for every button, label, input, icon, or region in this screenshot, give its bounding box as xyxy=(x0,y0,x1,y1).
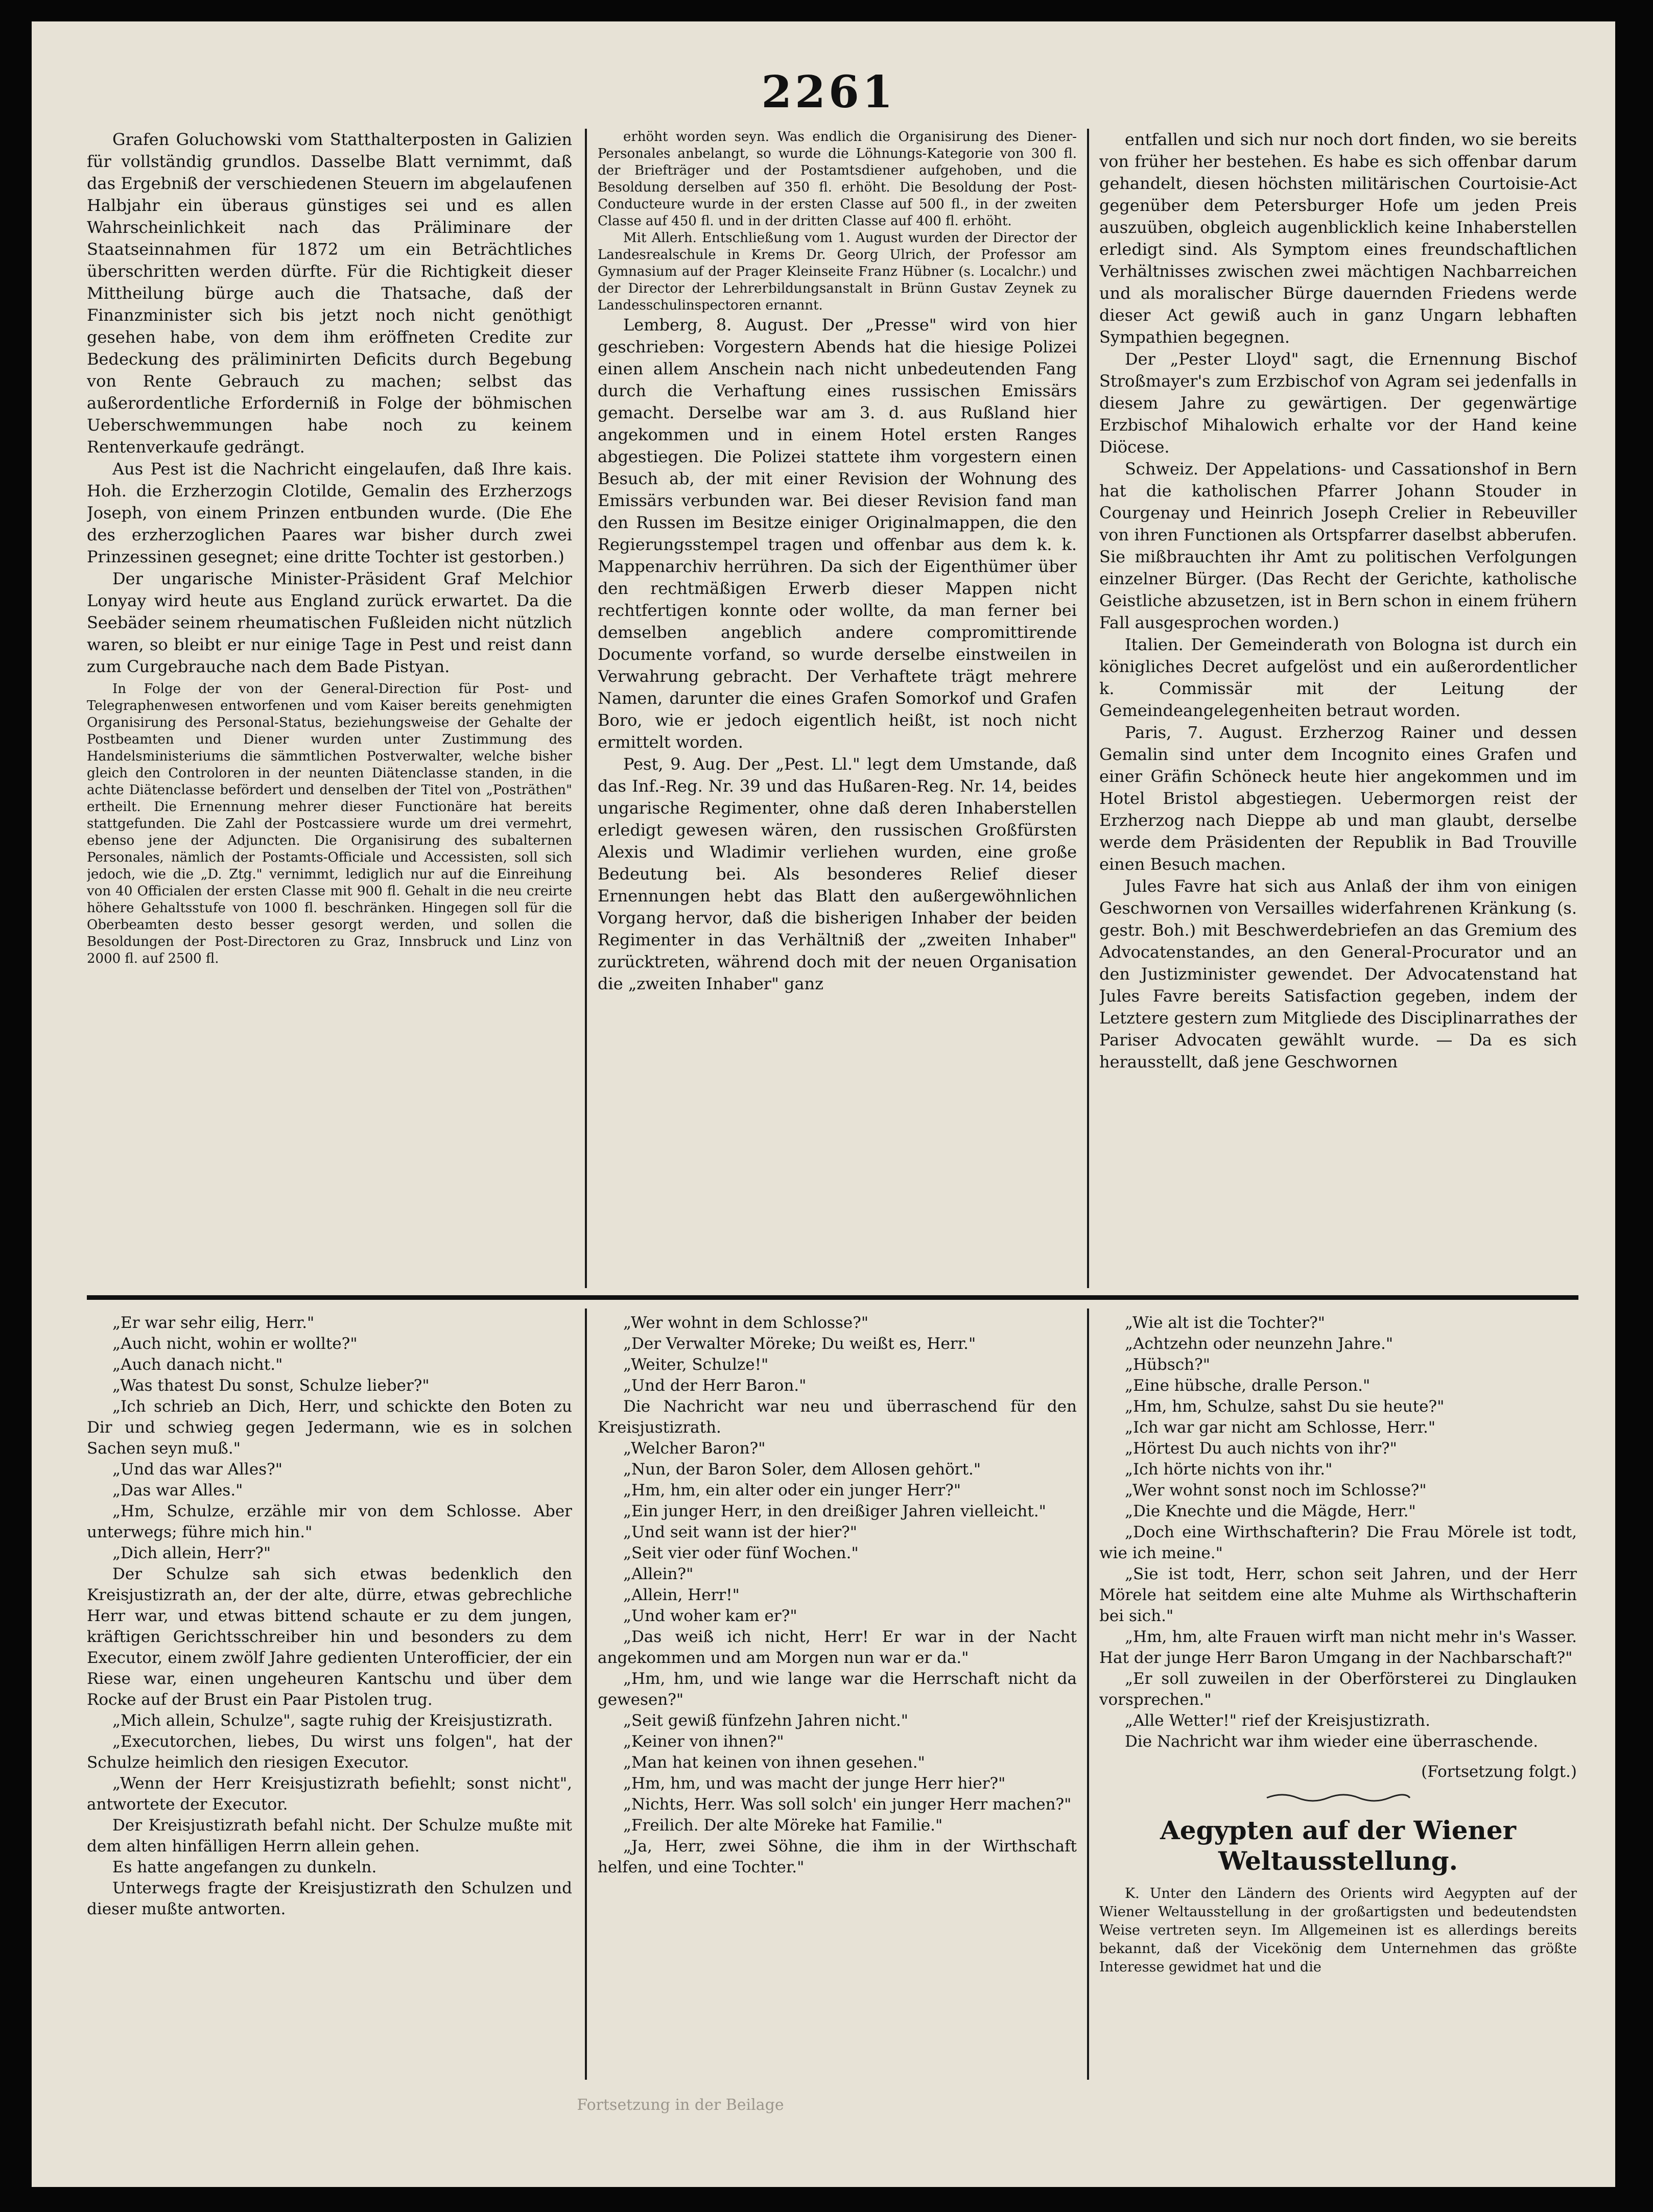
paragraph: entfallen und sich nur noch dort finden, wo sie bereits von früher her bestehen. Es habe es sich offenbar darum gehandelt, diesen höchsten militärischen Courtoisie-Act gegenüber dem Petersburger Hofe um jeden Preis auszuüben, obgleich augenblicklich keine Inhaberstellen erledigt sind. Als Symptom eines freundschaftlichen Verhältnisses zwischen zwei mächtigen Nachbarreichen und als moralischer Bürge dauernden Friedens werde dieser Act gewiß auch in ganz Ungarn lebhaften Sympathien begegnen. xyxy=(1099,130,1577,347)
paragraph: „Man hat keinen von ihnen gesehen." xyxy=(623,1753,925,1772)
paragraph: „Allein, Herr!" xyxy=(623,1586,740,1604)
paragraph: „Und der Herr Baron." xyxy=(623,1376,807,1395)
paragraph: „Seit vier oder fünf Wochen." xyxy=(623,1544,859,1562)
paragraph: „Nichts, Herr. Was soll solch' ein junger Herr machen?" xyxy=(623,1795,1072,1814)
paragraph: „Er war sehr eilig, Herr." xyxy=(112,1314,315,1332)
paragraph: „Auch danach nicht." xyxy=(112,1355,283,1374)
paragraph: „Weiter, Schulze!" xyxy=(623,1355,769,1374)
paragraph: Es hatte angefangen zu dunkeln. xyxy=(112,1858,377,1876)
bleed-through-text: Fortsetzung in der Beilage xyxy=(577,2096,784,2114)
paragraph: „Er soll zuweilen in der Oberförsterei zu Dinglauken vorsprechen." xyxy=(1099,1670,1577,1709)
paragraph: Grafen Goluchowski vom Statthalterposten in Galizien für vollständig grundlos. Dasselbe Blatt vernimmt, daß das Ergebniß der verschiedenen Steuern im abgelaufenen Halbjahr ein überaus günstiges sei und es allen Wahrscheinlichkeit nach das Präliminare der Staatseinnahmen für 1872 um ein Beträchtliches überschritten werden dürfte. Für die Richtigkeit dieser Mittheilung bürge auch die Thatsache, daß der Finanzminister sich bis jetzt noch nicht genöthigt gesehen habe, von dem ihm eröffneten Credite zur Bedeckung des präliminirten Deficits durch Begebung von Rente Gebrauch zu machen; selbst das außerordentliche Erforderniß in Folge der böhmischen Ueberschwemmungen habe noch zu keinem Rentenverkaufe gedrängt. xyxy=(87,130,572,457)
paragraph: „Wie alt ist die Tochter?" xyxy=(1125,1314,1325,1332)
paragraph: „Seit gewiß fünfzehn Jahren nicht." xyxy=(623,1711,909,1730)
column-divider xyxy=(585,129,587,1288)
paragraph: „Der Verwalter Möreke; Du weißt es, Herr." xyxy=(623,1335,976,1353)
article-heading: Aegypten auf der Wiener Weltausstellung. xyxy=(1160,1815,1517,1876)
paragraph: „Hörtest Du auch nichts von ihr?" xyxy=(1125,1439,1397,1458)
paragraph: „Ich hörte nichts von ihr." xyxy=(1125,1460,1333,1479)
paragraph: „Wenn der Herr Kreisjustizrath befiehlt; sonst nicht", antwortete der Executor. xyxy=(87,1774,572,1814)
paragraph: „Und woher kam er?" xyxy=(623,1607,797,1625)
paragraph: Die Nachricht war neu und überraschend für den Kreisjustizrath. xyxy=(598,1397,1077,1437)
paragraph: „Nun, der Baron Soler, dem Allosen gehört." xyxy=(623,1460,981,1479)
paragraph: „Allein?" xyxy=(623,1565,694,1583)
paragraph: „Die Knechte und die Mägde, Herr." xyxy=(1125,1502,1416,1520)
continuation-note: (Fortsetzung folgt.) xyxy=(1421,1763,1577,1781)
paragraph: „Das weiß ich nicht, Herr! Er war in der Nacht angekommen und am Morgen nun war er da." xyxy=(598,1628,1077,1667)
column-upper-left xyxy=(87,129,572,1288)
paragraph: „Hm, hm, und was macht der junge Herr hier?" xyxy=(623,1774,1006,1793)
column-upper-middle xyxy=(598,129,1077,1288)
paragraph-small: In Folge der von der General-Direction für Post- und Telegraphenwesen entworfenen und vom Kaiser bereits genehmigten Organisirung des Personal-Status, beziehungsweise der Gehalte der Postbeamten und Diener wurden unter Zustimmung des Handelsministeriums die sämmtlichen Postverwalter, welche bisher gleich den Controloren in der neunten Diätenclasse standen, in die achte Diätenclasse befördert und denselben der Titel von „Posträthen" ertheilt. Die Ernennung mehrer dieser Functionäre hat bereits stattgefunden. Die Zahl der Postcassiere wurde um drei vermehrt, ebenso jene der Adjuncten. Die Organisirung des subalternen Personales, nämlich der Postamts-Officiale und Accessisten, soll sich jedoch, wie die „D. Ztg." vernimmt, lediglich nur auf die Einreihung von 40 Officialen der ersten Classe mit 900 fl. Gehalt in die neu creirte höhere Gehaltsstufe von 1000 fl. beschränken. Hingegen soll für die Oberbeamten desto besser gesorgt werden, und sollen die Besoldungen der Post-Directoren zu Graz, Innsbruck und Linz von 2000 fl. auf 2500 fl. xyxy=(87,681,572,966)
column-divider xyxy=(1087,1309,1089,2080)
paragraph: Der Kreisjustizrath befahl nicht. Der Schulze mußte mit dem alten hinfälligen Herrn allein gehen. xyxy=(87,1816,572,1856)
paragraph: „Dich allein, Herr?" xyxy=(112,1544,271,1562)
paragraph: Lemberg, 8. August. Der „Presse" wird von hier geschrieben: Vorgestern Abends hat die hiesige Polizei einen allem Anschein nach nicht unbedeutenden Fang durch die Verhaftung eines russischen Emissärs gemacht. Derselbe war am 3. d. aus Rußland hier angekommen und in einem Hotel ersten Ranges abgestiegen. Die Polizei stattete ihm vorgestern einen Besuch ab, der mit einer Revision der Wohnung des Emissärs verbunden war. Bei dieser Revision fand man den Russen im Besitze einiger Originalmappen, die den Regierungsstempel tragen und offenbar aus dem k. k. Mappenarchiv herrühren. Da sich der Eigenthümer über den rechtmäßigen Erwerb dieser Mappen nicht rechtfertigen konnte oder wollte, da man ferner bei demselben angeblich andere compromittirende Documente vorfand, so wurde derselbe einstweilen in Verwahrung gebracht. Der Verhaftete trägt mehrere Namen, darunter die eines Grafen Somorkof und Grafen Boro, wie er jedoch eigentlich heißt, ist noch nicht ermittelt worden. xyxy=(598,315,1077,752)
paragraph: „Eine hübsche, dralle Person." xyxy=(1125,1376,1371,1395)
paragraph: „Hm, hm, alte Frauen wirft man nicht mehr in's Wasser. Hat der junge Herr Baron Umgang in der Nachbarschaft?" xyxy=(1099,1628,1577,1667)
paragraph: Der ungarische Minister-Präsident Graf Melchior Lonyay wird heute aus England zurück erwartet. Da die Seebäder seinem rheumatischen Fußleiden nicht nützlich waren, so bleibt er nur einige Tage in Pest und reist dann zum Curgebrauche nach dem Bade Pistyan. xyxy=(87,569,572,676)
paragraph-small: Mit Allerh. Entschließung vom 1. August wurden der Director der Landesrealschule in Krems Dr. Georg Ulrich, der Professor am Gymnasium auf der Prager Kleinseite Franz Hübner (s. Localchr.) und der Director der Lehrerbildungsanstalt in Brünn Gustav Zeynek zu Landesschulinspectoren ernannt. xyxy=(598,230,1077,313)
paragraph: „Hm, Schulze, erzähle mir von dem Schlosse. Aber unterwegs; führe mich hin." xyxy=(87,1502,572,1541)
paragraph: „Auch nicht, wohin er wollte?" xyxy=(112,1335,358,1353)
paragraph: „Achtzehn oder neunzehn Jahre." xyxy=(1125,1335,1394,1353)
paragraph: „Freilich. Der alte Möreke hat Familie." xyxy=(623,1816,943,1835)
paragraph: „Welcher Baron?" xyxy=(623,1439,766,1458)
paragraph: „Executorchen, liebes, Du wirst uns folgen", hat der Schulze heimlich den riesigen Executor. xyxy=(87,1732,572,1772)
ornament-divider xyxy=(1262,1792,1415,1804)
column-divider xyxy=(585,1309,587,2080)
newspaper-page xyxy=(32,21,1615,2187)
column-lower-right xyxy=(1099,1313,1577,2079)
paragraph: „Wer wohnt in dem Schlosse?" xyxy=(623,1314,869,1332)
paragraph: Schweiz. Der Appelations- und Cassationshof in Bern hat die katholischen Pfarrer Johann Stouder in Courgenay und Heinrich Joseph Crelier in Rebeuviller von ihren Functionen als Ortspfarrer daselbst abberufen. Sie mißbrauchten ihr Amt zu politischen Verfolgungen einzelner Bürger. (Das Recht der Gerichte, katholische Geistliche abzusetzen, ist in Bern schon in einem frühern Fall ausgesprochen worden.) xyxy=(1099,459,1577,632)
column-divider xyxy=(1087,129,1089,1288)
paragraph: „Alle Wetter!" rief der Kreisjustizrath. xyxy=(1125,1711,1430,1730)
paragraph: „Mich allein, Schulze", sagte ruhig der Kreisjustizrath. xyxy=(112,1711,553,1730)
paragraph: „Ich schrieb an Dich, Herr, und schickte den Boten zu Dir und schwieg gegen Jedermann, wie es in solchen Sachen seyn muß." xyxy=(87,1397,572,1458)
paragraph: „Und seit wann ist der hier?" xyxy=(623,1523,858,1541)
paragraph: „Hm, hm, und wie lange war die Herrschaft nicht da gewesen?" xyxy=(598,1670,1077,1709)
paragraph: Paris, 7. August. Erzherzog Rainer und dessen Gemalin sind unter dem Incognito eines Grafen und einer Gräfin Schöneck heute hier angekommen und im Hotel Bristol abgestiegen. Uebermorgen reist der Erzherzog nach Dieppe ab und man glaubt, derselbe werde dem Präsidenten der Republik in Bad Trouville einen Besuch machen. xyxy=(1099,723,1577,874)
paragraph: „Und das war Alles?" xyxy=(112,1460,282,1479)
paragraph-small: K. Unter den Ländern des Orients wird Aegypten auf der Wiener Weltausstellung in der großartigsten und bedeutendsten Weise vertreten seyn. Im Allgemeinen ist es allerdings bereits bekannt, daß der Vicekönig dem Unternehmen das größte Interesse gewidmet hat und die xyxy=(1099,1886,1577,1975)
paragraph: Der Schulze sah sich etwas bedenklich den Kreisjustizrath an, der der alte, dürre, etwas gebrechliche Herr war, und etwas bittend schaute er zu dem jungen, kräftigen Gerichtsschreiber hin und besonders zu dem Executor, einem zwölf Jahre gedienten Unterofficier, der ein Riese war, einen ungeheuren Kantschu und über dem Rocke auf der Brust ein Paar Pistolen trug. xyxy=(87,1565,572,1709)
paragraph: Die Nachricht war ihm wieder eine überraschende. xyxy=(1125,1732,1539,1751)
page-number: 2261 xyxy=(761,66,896,118)
paragraph: „Ich war gar nicht am Schlosse, Herr." xyxy=(1125,1418,1436,1437)
paragraph: „Keiner von ihnen?" xyxy=(623,1732,784,1751)
paragraph: „Wer wohnt sonst noch im Schlosse?" xyxy=(1125,1481,1427,1500)
feuilleton-divider xyxy=(87,1295,1578,1300)
paragraph: „Ein junger Herr, in den dreißiger Jahren vielleicht." xyxy=(623,1502,1046,1520)
paragraph: Pest, 9. Aug. Der „Pest. Ll." legt dem Umstande, daß das Inf.-Reg. Nr. 39 und das Hußaren-Reg. Nr. 14, beides ungarische Regimenter, ohne daß deren Inhaberstellen erledigt gewesen wären, den russischen Großfürsten Alexis und Wladimir verliehen wurden, eine große Bedeutung bei. Als besonderes Relief dieser Ernennungen hebt das Blatt den außergewöhnlichen Vorgang hervor, daß die bisherigen Inhaber der beiden Regimenter in das Verhältniß der „zweiten Inhaber" zurücktreten, während doch mit der neuen Organisation die „zweiten Inhaber" ganz xyxy=(598,754,1077,993)
paragraph: „Doch eine Wirthschafterin? Die Frau Mörele ist todt, wie ich meine." xyxy=(1099,1523,1577,1562)
paragraph: „Das war Alles." xyxy=(112,1481,243,1500)
paragraph: „Was thatest Du sonst, Schulze lieber?" xyxy=(112,1376,430,1395)
paragraph: Der „Pester Lloyd" sagt, die Ernennung Bischof Stroßmayer's zum Erzbischof von Agram sei jedenfalls in diesem Jahre zu gewärtigen. Der gegenwärtige Erzbischof Mihalowich erhalte vor der Hand keine Diöcese. xyxy=(1099,349,1577,457)
paragraph: „Sie ist todt, Herr, schon seit Jahren, und der Herr Mörele hat seitdem eine alte Muhme als Wirthschafterin bei sich." xyxy=(1099,1565,1577,1625)
column-upper-right xyxy=(1099,129,1577,1288)
paragraph: „Ja, Herr, zwei Söhne, die ihm in der Wirthschaft helfen, und eine Tochter." xyxy=(598,1837,1077,1876)
paragraph: „Hübsch?" xyxy=(1125,1355,1211,1374)
paragraph: Unterwegs fragte der Kreisjustizrath den Schulzen und dieser mußte antworten. xyxy=(87,1879,572,1918)
paragraph: Aus Pest ist die Nachricht eingelaufen, daß Ihre kais. Hoh. die Erzherzogin Clotilde, Gemalin des Erzherzogs Joseph, von einem Prinzen entbunden wurde. (Die Ehe des erzherzoglichen Paares war bisher durch zwei Prinzessinen gesegnet; eine dritte Tochter ist gestorben.) xyxy=(87,459,572,566)
paragraph-small: erhöht worden seyn. Was endlich die Organisirung des Diener-Personales anbelangt, so wurde die Löhnungs-Kategorie von 300 fl. der Briefträger und der Postamtsdiener aufgehoben, und die Besoldung derselben auf 350 fl. erhöht. Die Besoldung der Post-Conducteure wurde in der ersten Classe auf 500 fl., in der zweiten Classe auf 450 fl. und in der dritten Classe auf 400 fl. erhöht. xyxy=(598,129,1077,229)
paragraph: Jules Favre hat sich aus Anlaß der ihm von einigen Geschwornen von Versailles widerfahrenen Kränkung (s. gestr. Boh.) mit Beschwerdebriefen an das Gremium des Advocatenstandes, an den General-Procurator und an den Justizminister gewendet. Der Advocatenstand hat Jules Favre bereits Satisfaction gegeben, indem der Letztere gestern zum Mitgliede des Disciplinarrathes der Pariser Advocaten gewählt wurde. — Da es sich herausstellt, daß jene Geschwornen xyxy=(1099,876,1577,1072)
paragraph: Italien. Der Gemeinderath von Bologna ist durch ein königliches Decret aufgelöst und ein außerordentlicher k. Commissär mit der Leitung der Gemeindeangelegenheiten betraut worden. xyxy=(1099,635,1577,720)
paragraph: „Hm, hm, ein alter oder ein junger Herr?" xyxy=(623,1481,961,1500)
column-lower-middle xyxy=(598,1313,1077,2079)
column-lower-left xyxy=(87,1313,572,2079)
paragraph: „Hm, hm, Schulze, sahst Du sie heute?" xyxy=(1125,1397,1445,1416)
